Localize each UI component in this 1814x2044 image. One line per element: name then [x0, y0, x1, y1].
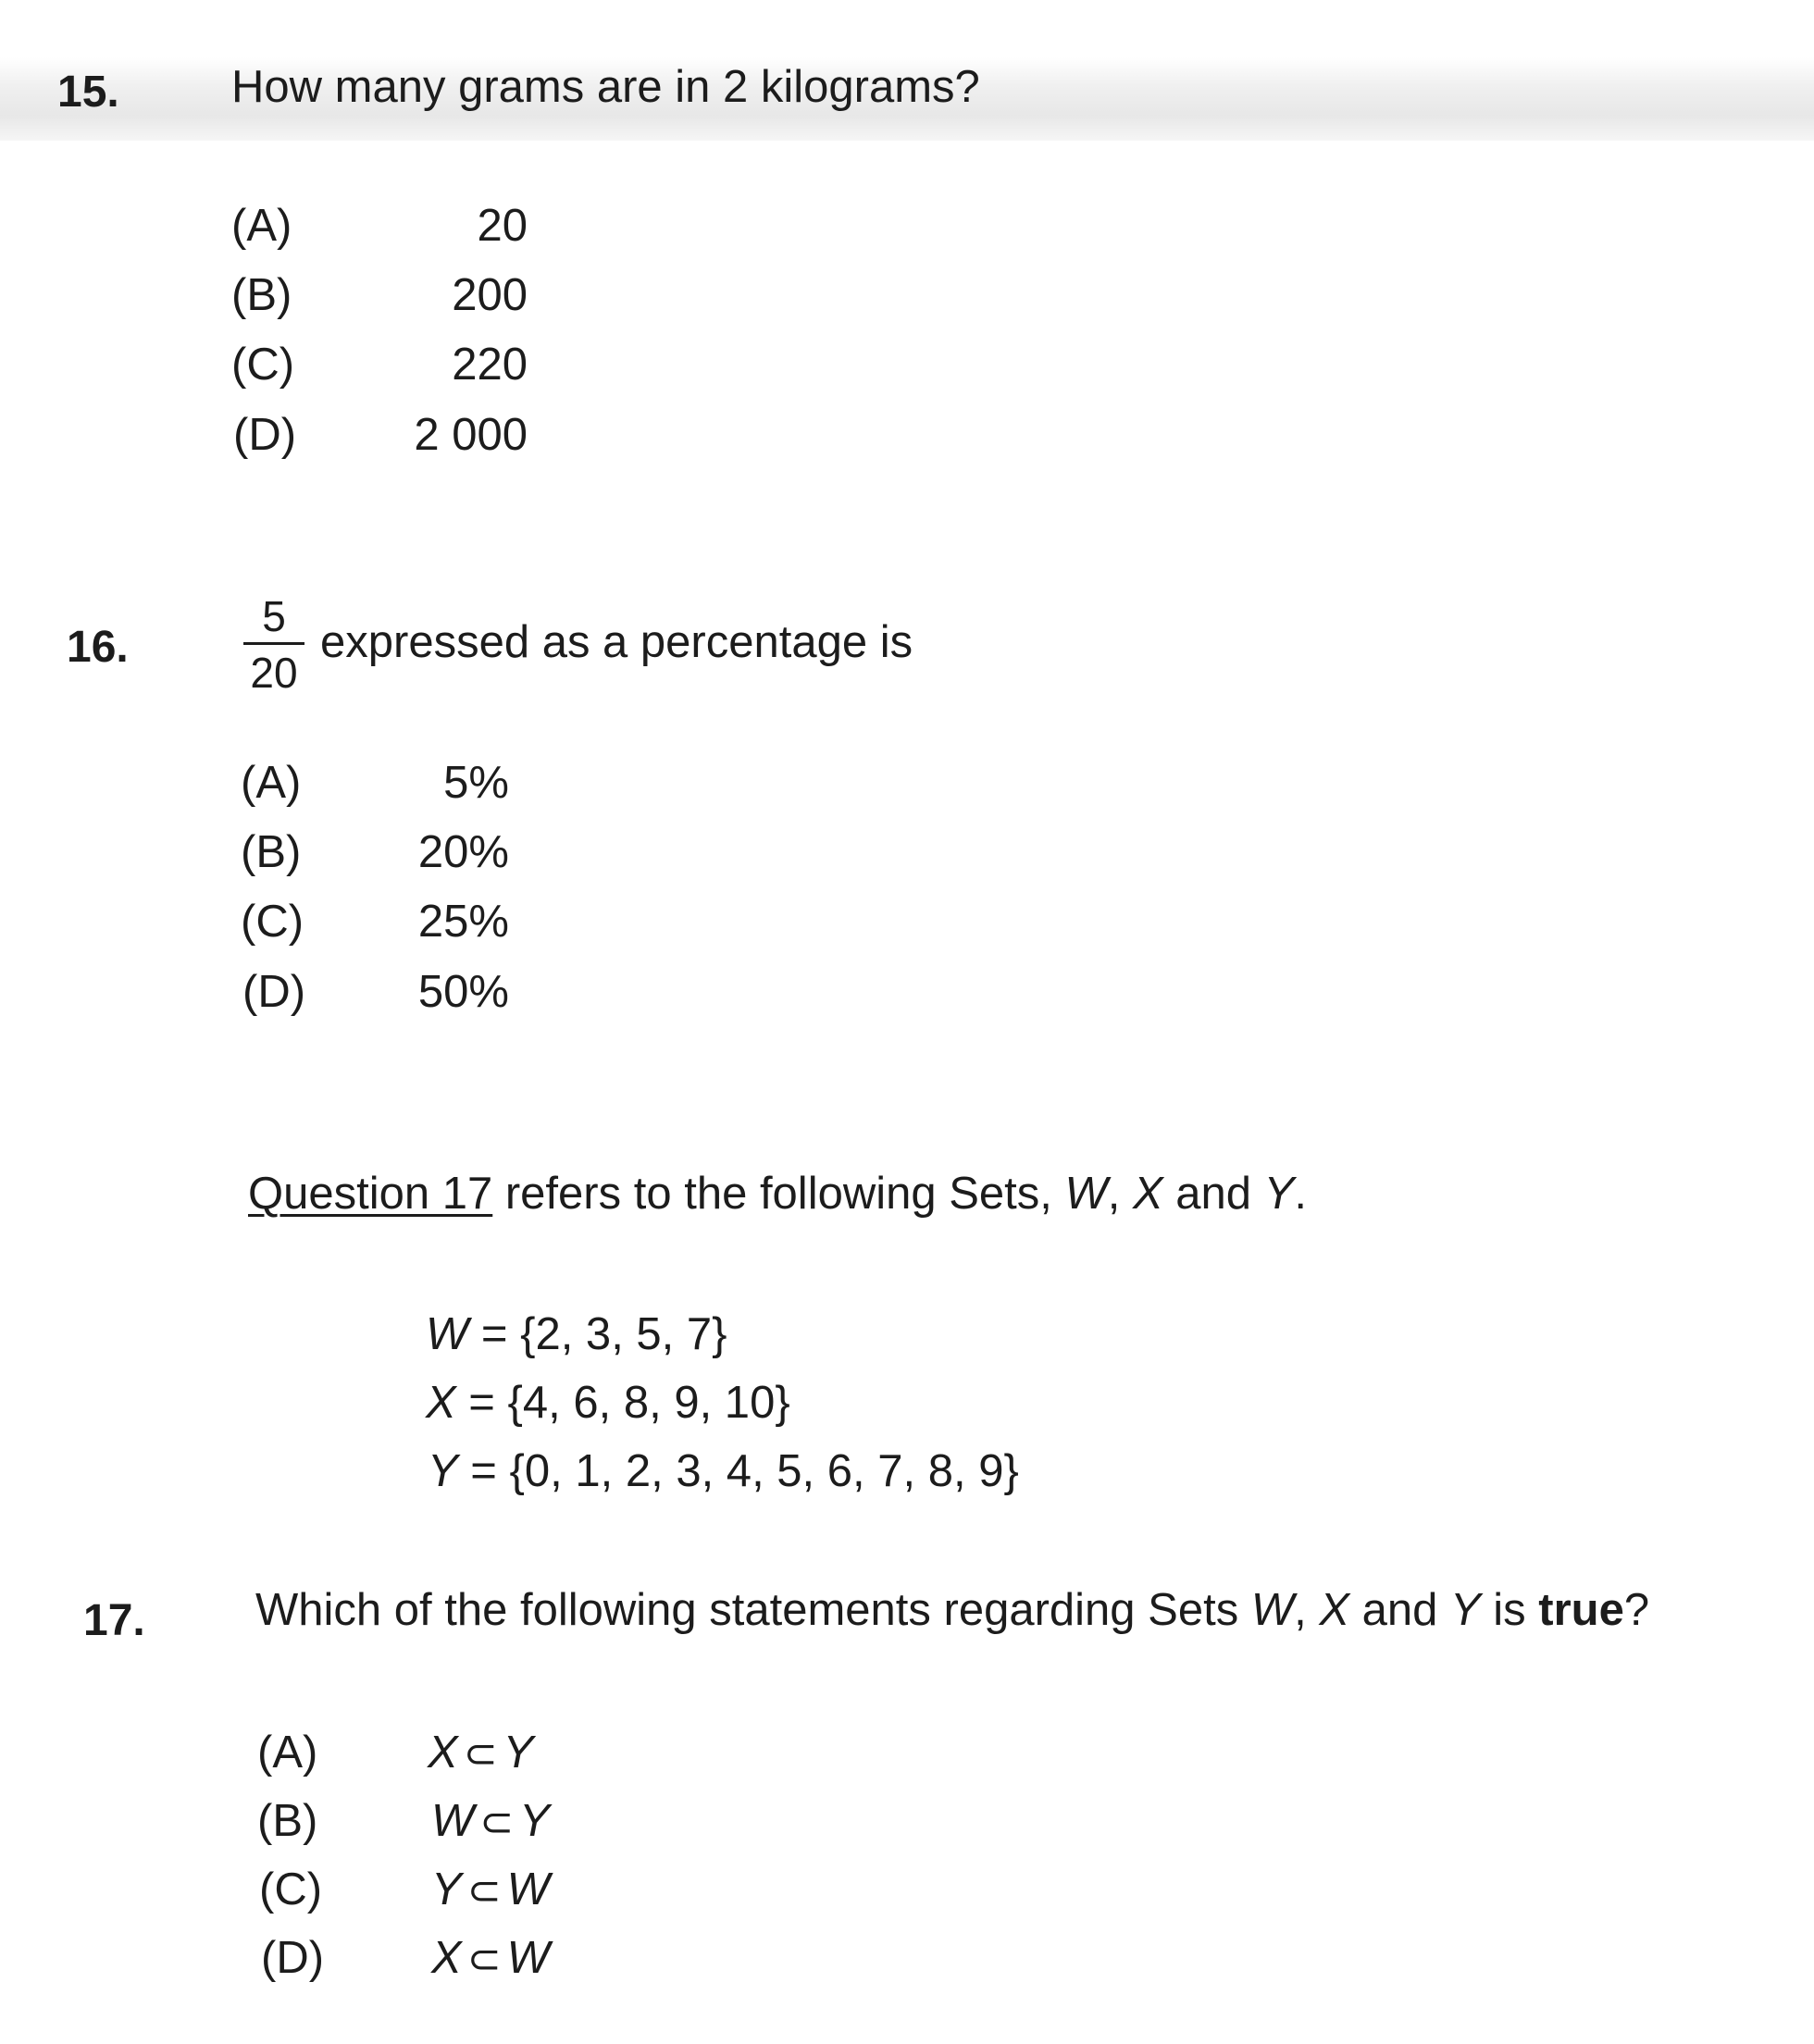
- q17-emphasis-true: true: [1538, 1585, 1624, 1635]
- q17-set-y: Y: [1449, 1585, 1481, 1635]
- q17-option-c-label: (C): [259, 1864, 323, 1914]
- set-w-definition: [426, 1308, 727, 1360]
- q15-option-d-value: 2 000: [414, 410, 528, 460]
- q16-option-a-value: 5%: [443, 758, 509, 808]
- q17-and: and: [1349, 1585, 1450, 1635]
- q15-option-b-value: 200: [452, 270, 528, 320]
- set-x-name: X: [426, 1378, 456, 1428]
- subset-symbol: ⊂: [479, 1800, 515, 1845]
- q15-option-a-label: (A): [231, 201, 292, 251]
- set-x-definition: [426, 1377, 790, 1429]
- intro-and: and: [1162, 1169, 1264, 1219]
- q16-option-a-label: (A): [241, 758, 302, 808]
- q16-option-b-value: 20%: [417, 827, 509, 877]
- q17-c-right-set: W: [506, 1864, 550, 1914]
- set-w-elements: = {2, 3, 5, 7}: [468, 1309, 727, 1359]
- intro-text: refers to the following Sets,: [492, 1169, 1065, 1219]
- q17-a-right-set: Y: [503, 1728, 534, 1778]
- q17-b-right-set: Y: [519, 1796, 550, 1846]
- fraction-bar: [243, 642, 304, 645]
- q17-option-d-statement: [431, 1932, 550, 1984]
- fraction-numerator: 5: [262, 592, 286, 640]
- q17-option-a-statement: [428, 1727, 533, 1778]
- set-w-name: W: [426, 1309, 469, 1359]
- question-17-text: [255, 1584, 1649, 1636]
- question-15-number: 15.: [57, 68, 119, 117]
- q17-option-b-statement: [431, 1795, 550, 1847]
- intro-period: .: [1294, 1169, 1307, 1219]
- intro-comma: ,: [1107, 1169, 1133, 1219]
- q17-text-start: Which of the following statements regarding Sets: [255, 1585, 1251, 1635]
- question-17-reference: Question 17: [248, 1169, 493, 1219]
- q17-c-left-set: Y: [431, 1864, 462, 1914]
- question-16-text: expressed as a percentage is: [320, 617, 913, 667]
- q16-option-d-label: (D): [242, 967, 306, 1017]
- q16-option-b-label: (B): [241, 827, 302, 877]
- set-y-elements: = {0, 1, 2, 3, 4, 5, 6, 7, 8, 9}: [457, 1446, 1019, 1496]
- q17-text-is: is: [1480, 1585, 1539, 1635]
- q15-option-c-label: (C): [231, 340, 295, 390]
- q17-set-w: W: [1250, 1585, 1295, 1635]
- question-16-number: 16.: [67, 623, 129, 672]
- q17-option-a-label: (A): [257, 1728, 318, 1778]
- question-15-text: How many grams are in 2 kilograms?: [231, 62, 980, 112]
- set-y-name: Y: [428, 1446, 458, 1496]
- q15-option-c-value: 220: [452, 340, 528, 390]
- q17-question-mark: ?: [1623, 1585, 1650, 1635]
- q17-d-right-set: W: [506, 1933, 550, 1983]
- fraction-denominator: 20: [250, 649, 298, 697]
- q15-option-a-value: 20: [477, 201, 528, 251]
- subset-symbol: ⊂: [463, 1731, 498, 1777]
- q17-option-d-label: (D): [261, 1933, 325, 1983]
- q17-option-c-statement: [431, 1864, 550, 1915]
- q15-option-b-label: (B): [231, 270, 292, 320]
- q17-b-left-set: W: [431, 1796, 475, 1846]
- question-17-intro: [248, 1168, 1307, 1220]
- q17-d-left-set: X: [431, 1933, 462, 1983]
- intro-set-x: X: [1132, 1169, 1163, 1219]
- q17-comma: ,: [1294, 1585, 1320, 1635]
- set-x-elements: = {4, 6, 8, 9, 10}: [455, 1378, 790, 1428]
- subset-symbol: ⊂: [466, 1937, 502, 1982]
- fraction-five-twentieths: [239, 592, 309, 697]
- q15-option-d-label: (D): [233, 410, 297, 460]
- set-y-definition: [428, 1445, 1019, 1497]
- q17-set-x: X: [1319, 1585, 1349, 1635]
- q17-a-left-set: X: [428, 1728, 458, 1778]
- q16-option-d-value: 50%: [417, 967, 509, 1017]
- subset-symbol: ⊂: [466, 1868, 502, 1914]
- q17-option-b-label: (B): [257, 1796, 318, 1846]
- q16-option-c-label: (C): [241, 897, 304, 947]
- intro-set-y: Y: [1263, 1169, 1295, 1219]
- intro-set-w: W: [1064, 1169, 1108, 1219]
- q16-option-c-value: 25%: [417, 897, 509, 947]
- question-17-number: 17.: [83, 1596, 145, 1645]
